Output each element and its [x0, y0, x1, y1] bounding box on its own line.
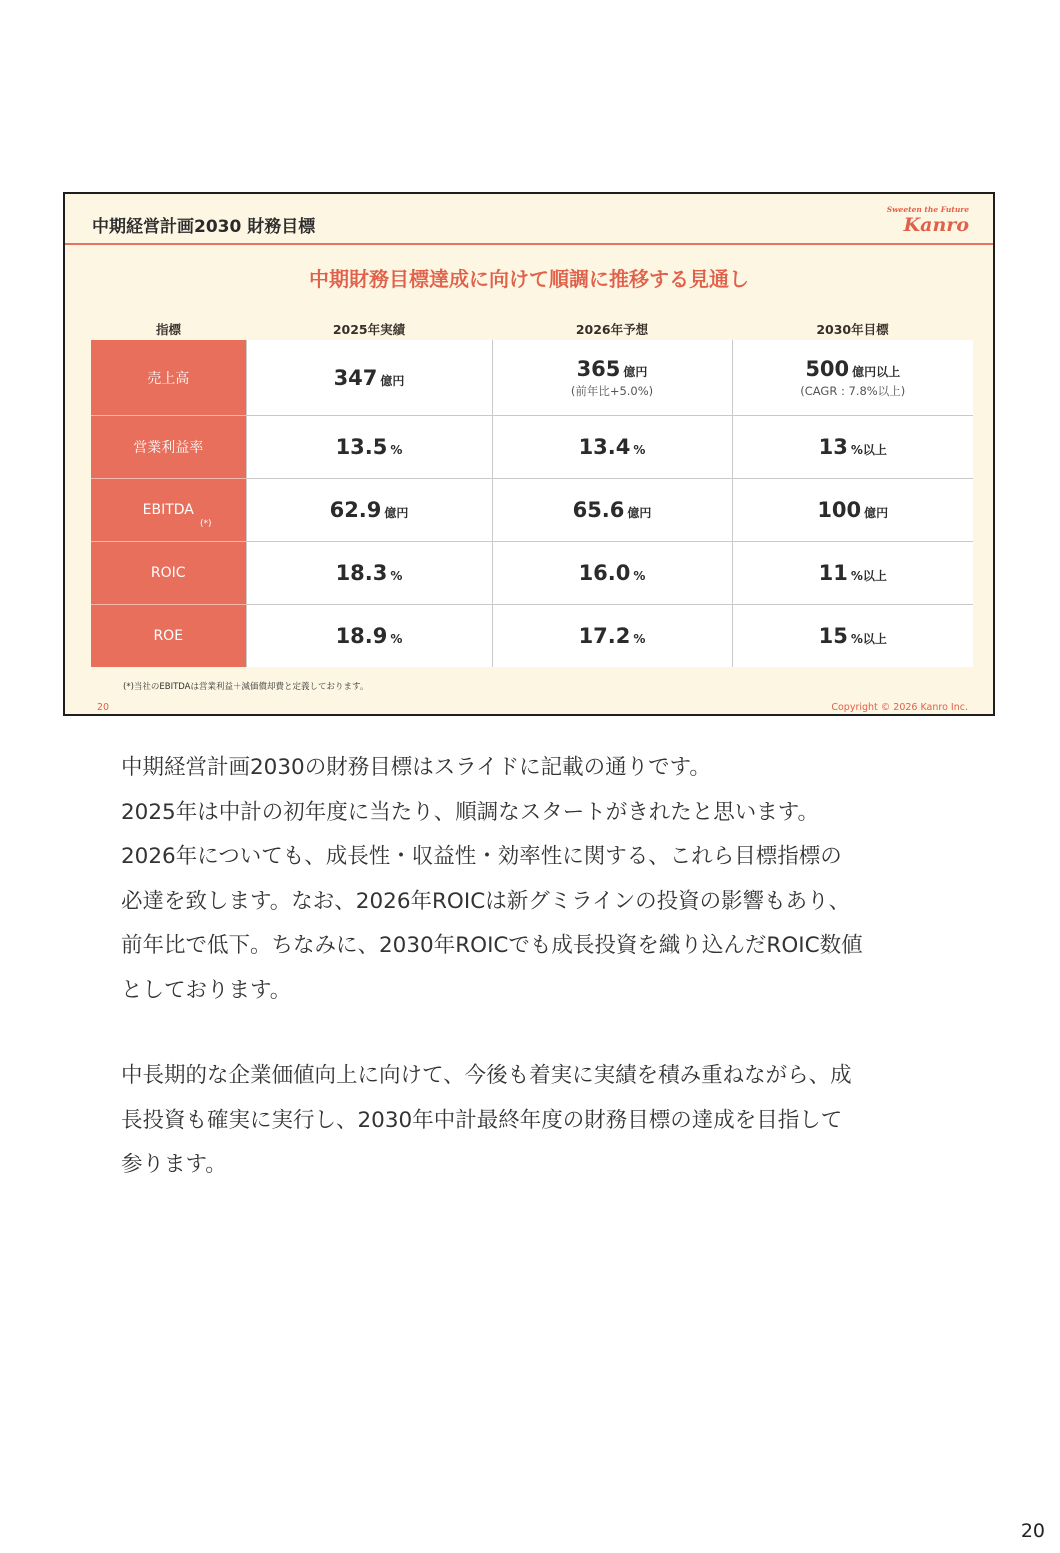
value-unit: 億円	[384, 506, 409, 520]
value-number: 365	[576, 356, 621, 381]
value-line	[493, 561, 732, 585]
value-line	[733, 435, 974, 459]
value-number: 13.5	[335, 435, 388, 459]
text-line: 必達を致します。なお、2026年ROICは新グミラインの投資の影響もあり、	[121, 888, 851, 914]
value-unit: 億円	[380, 373, 405, 388]
slide-subheading: 中期財務目標達成に向けて順調に推移する見通し	[309, 267, 749, 291]
value-cell	[246, 542, 492, 605]
value-number: 18.3	[335, 561, 388, 585]
row-label-text: 売上高	[147, 370, 190, 387]
value-cell	[246, 605, 492, 668]
value-line	[247, 624, 492, 648]
value-unit: %	[633, 443, 646, 457]
row-label	[91, 340, 246, 416]
value-line	[493, 624, 732, 648]
row-label-text: EBITDA	[142, 502, 194, 518]
table-row	[91, 542, 973, 605]
value-note: (前年比+5.0%)	[570, 383, 654, 398]
value-line	[493, 498, 732, 522]
value-number: 11	[818, 561, 848, 585]
financial-targets-table	[91, 340, 973, 667]
text-line: 中期経営計画2030の財務目標はスライドに記載の通りです。	[121, 755, 711, 780]
text-line: 前年比で低下。ちなみに、2030年ROICでも成長投資を織り込んだROIC数値	[121, 933, 863, 958]
paragraph-1	[121, 746, 951, 1013]
text-line: 2026年についても、成長性・収益性・効率性に関する、これら目標指標の	[121, 844, 842, 869]
value-number: 13.4	[578, 435, 631, 459]
value-cell	[246, 416, 492, 479]
value-number: 100	[817, 498, 862, 522]
value-line	[247, 366, 492, 390]
value-unit: 億円以上	[852, 364, 901, 379]
value-cell	[492, 605, 732, 668]
value-cell	[492, 416, 732, 479]
value-number: 16.0	[578, 561, 631, 585]
value-number: 500	[805, 356, 850, 381]
paragraph-2	[121, 1054, 951, 1188]
row-label-text: ROIC	[150, 565, 186, 581]
slide-title: 中期経営計画2030 財務目標	[92, 217, 316, 237]
table-row	[91, 605, 973, 668]
copyright: Copyright © 2026 Kanro Inc.	[831, 702, 968, 713]
value-unit: %	[390, 443, 403, 457]
value-unit: 億円	[627, 506, 652, 520]
header-divider	[65, 243, 993, 245]
value-number: 15	[818, 624, 848, 648]
column-header-2030-target: 2030年目標	[816, 322, 889, 337]
row-label-text: ROE	[153, 628, 184, 644]
value-line	[733, 357, 974, 381]
value-line	[733, 498, 974, 522]
value-cell	[246, 340, 492, 416]
value-number: 347	[333, 365, 378, 390]
column-header-2025-actual: 2025年実績	[332, 322, 406, 337]
value-unit: %	[390, 569, 403, 583]
table-row	[91, 416, 973, 479]
value-unit: %以上	[850, 443, 887, 457]
table-row	[91, 340, 973, 416]
text-line: 中長期的な企業価値向上に向けて、今後も着実に実績を積み重ねながら、成	[121, 1063, 852, 1088]
value-cell	[492, 340, 732, 416]
value-cell	[246, 479, 492, 542]
footnote: (*)当社のEBITDAは営業利益＋減価償却費と定義しております。	[123, 682, 369, 692]
row-label	[91, 605, 246, 668]
value-line	[247, 561, 492, 585]
value-line	[493, 435, 732, 459]
value-cell	[492, 542, 732, 605]
value-line	[247, 435, 492, 459]
text-line: 2025年は中計の初年度に当たり、順調なスタートがきれたと思います。	[121, 799, 819, 825]
value-line	[733, 624, 974, 648]
document-page-number: 20	[1020, 1520, 1045, 1542]
value-unit: %	[633, 632, 646, 646]
value-cell	[732, 340, 973, 416]
value-number: 18.9	[335, 624, 388, 648]
value-unit: %	[633, 569, 646, 583]
value-unit: %	[390, 632, 403, 646]
text-line: 長投資も確実に実行し、2030年中計最終年度の財務目標の達成を目指して	[121, 1107, 843, 1133]
value-number: 62.9	[329, 498, 382, 522]
value-cell	[732, 605, 973, 668]
commentary	[121, 746, 951, 1188]
value-number: 13	[818, 435, 848, 459]
value-line	[493, 357, 732, 381]
row-label	[91, 416, 246, 479]
row-label-footnote-marker: (*)	[200, 519, 212, 529]
value-cell	[732, 542, 973, 605]
value-cell	[732, 416, 973, 479]
value-number: 17.2	[578, 624, 631, 648]
brand-tagline: Sweeten the Future	[886, 205, 969, 214]
brand-name: Kanro	[903, 214, 969, 236]
value-cell	[732, 479, 973, 542]
slide-page-number: 20	[97, 702, 110, 713]
value-unit: 億円	[864, 506, 889, 520]
slide	[63, 192, 995, 716]
value-number: 65.6	[572, 498, 625, 522]
value-line	[247, 498, 492, 522]
text-line: としております。	[121, 977, 292, 1003]
value-note: (CAGR : 7.8%以上)	[800, 383, 906, 398]
row-label	[91, 479, 246, 542]
value-unit: %以上	[850, 632, 887, 646]
row-label-text: 営業利益率	[133, 440, 204, 456]
value-unit: %以上	[850, 569, 887, 583]
column-header-metric: 指標	[155, 322, 181, 337]
value-cell	[492, 479, 732, 542]
column-header-2026-forecast: 2026年予想	[575, 322, 649, 337]
value-line	[733, 561, 974, 585]
table-row	[91, 479, 973, 542]
text-line: 参ります。	[121, 1152, 227, 1177]
row-label	[91, 542, 246, 605]
value-unit: 億円	[623, 364, 648, 379]
kanro-logo	[887, 205, 969, 235]
